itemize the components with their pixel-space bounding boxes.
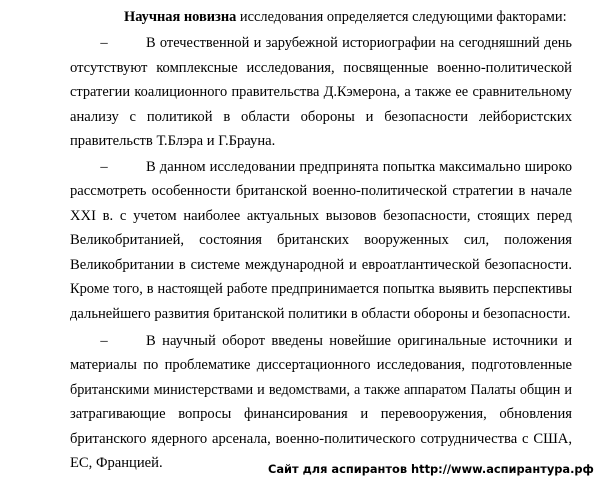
- site-watermark: Сайт для аспирантов http://www.аспирантура.рф: [268, 462, 594, 476]
- paragraph-2-line-2: рассмотреть особенности британской военно-политической стратегии в начале: [70, 183, 572, 199]
- paragraph-3-line-2: материалы по проблематике диссертационного исследования, подготовленные: [70, 357, 572, 373]
- paragraph-1-line-3: стратегии коалиционного правительства Д.Кэмерона, а также ее сравнительному: [70, 84, 572, 100]
- intro-bold-heading: Научная новизна: [124, 9, 237, 25]
- intro-text: исследования определяется следующими факторами:: [236, 9, 567, 25]
- intro-paragraph: [124, 5, 572, 29]
- paragraph-3-line-5: британского ядерного арсенала, военно-политического сотрудничества с США,: [70, 431, 572, 447]
- paragraph-3-line-1: В научный оборот введены новейшие оригинальные источники и: [146, 333, 572, 349]
- paragraph-2-line-5: Великобритании в системе международной и евроатлантической безопасности.: [70, 257, 572, 273]
- paragraph-3-line-3: британскими министерствами и ведомствами, а также аппаратом Палаты общин и: [70, 382, 572, 398]
- list-dash-marker: –: [100, 159, 108, 175]
- list-dash-marker: –: [100, 35, 108, 51]
- paragraph-2-line-7: дальнейшего развития британской политики в области обороны и безопасности.: [70, 306, 571, 322]
- paragraph-3-line-4: затрагивающие вопросы финансирования и перевооружения, обновления: [70, 406, 572, 422]
- paragraph-2-line-6: Кроме того, в настоящей работе предпринимается попытка выявить перспективы: [70, 281, 572, 297]
- paragraph-2-line-3: XXI в. с учетом наиболее актуальных вызовов безопасности, стоящих перед: [70, 208, 572, 224]
- paragraph-1-line-1: В отечественной и зарубежной историографии на сегодняшний день: [146, 35, 572, 51]
- paragraph-1-line-5: правительств Т.Блэра и Г.Брауна.: [70, 133, 276, 149]
- list-dash-marker: –: [100, 333, 108, 349]
- paragraph-3-line-6: ЕС, Францией.: [70, 455, 163, 471]
- paragraph-2-line-4: Великобританией, состояния британских вооруженных сил, положения: [70, 232, 572, 248]
- paragraph-2-line-1: В данном исследовании предпринята попытка максимально широко: [146, 159, 572, 175]
- paragraph-1-line-4: анализу с политикой в области обороны и безопасности лейбористских: [70, 109, 572, 125]
- paragraph-1-line-2: отсутствуют комплексные исследования, посвященные военно-политической: [70, 60, 572, 76]
